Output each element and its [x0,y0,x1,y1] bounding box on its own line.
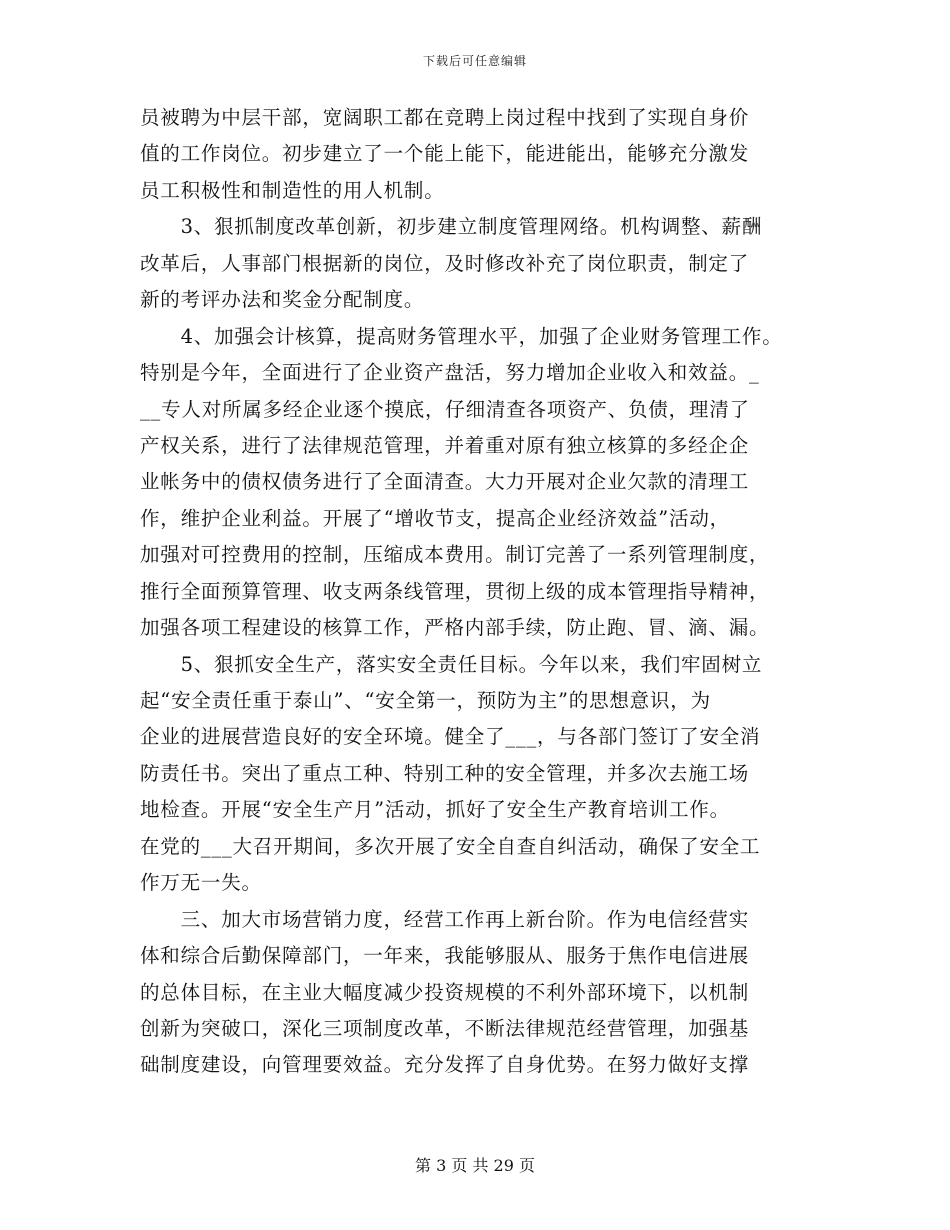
document-body [140,100,820,1084]
text-line: 创新为突破口，深化三项制度改革，不断法律规范经营管理，加强基 [140,1016,750,1040]
page-header-note: 下载后可任意编辑 [422,54,527,68]
text-line: 加强对可控费用的控制，压缩成本费用。制订完善了一系列管理制度， [140,543,770,567]
text-line: 三、加大市场营销力度，经营工作再上新台阶。作为电信经营实 [140,907,750,931]
text-line: 3、狠抓制度改革创新，初步建立制度管理网络。机构调整、薪酬 [140,215,763,239]
text-line: 值的工作岗位。初步建立了一个能上能下，能进能出，能够充分激发 [140,142,750,166]
text-line: __专人对所属多经企业逐个摸底，仔细清查各项资产、负债，理清了 [140,397,750,421]
text-line: 起“安全责任重于泰山”、“安全第一，预防为主”的思想意识，为 [140,689,711,712]
text-line: 员工积极性和制造性的用人机制。 [140,178,445,202]
text-line: 加强各项工程建设的核算工作，严格内部手续，防止跑、冒、滴、漏。 [140,616,770,640]
text-line: 改革后，人事部门根据新的岗位，及时修改补充了岗位职责，制定了 [140,251,750,275]
text-line: 4、加强会计核算，提高财务管理水平，加强了企业财务管理工作。 [140,324,783,348]
text-line: 防责任书。突出了重点工种、特别工种的安全管理，并多次去施工场 [140,761,750,785]
text-line: 作，维护企业利益。开展了“增收节支，提高企业经济效益”活动， [140,506,730,530]
text-line: 体和综合后勤保障部门，一年来，我能够服从、服务于焦作电信进展 [140,944,750,968]
text-line: 在党的___大召开期间，多次开展了安全自查自纠活动，确保了安全工 [140,834,761,858]
text-line: 新的考评办法和奖金分配制度。 [140,288,425,312]
text-line: 推行全面预算管理、收支两条线管理，贯彻上级的成本管理指导精神， [140,579,770,603]
page-number: 第 3 页 共 29 页 [415,1156,535,1175]
text-line: 5、狠抓安全生产，落实安全责任目标。今年以来，我们牢固树立 [140,652,763,676]
text-line: 础制度建设，向管理要效益。充分发挥了自身优势。在努力做好支撑 [140,1053,750,1077]
text-line: 企业的进展营造良好的安全环境。健全了___，与各部门签订了安全消 [140,725,761,749]
text-line: 地检查。开展“安全生产月”活动，抓好了安全生产教育培训工作。 [140,798,730,822]
text-line: 业帐务中的债权债务进行了全面清查。大力开展对企业欠款的清理工 [140,470,750,494]
text-line: 员被聘为中层干部，宽阔职工都在竞聘上岗过程中找到了实现自身价 [140,106,750,129]
text-line: 特别是今年，全面进行了企业资产盘活，努力增加企业收入和效益。_ [140,361,760,385]
text-line: 的总体目标，在主业大幅度减少投资规模的不利外部环境下，以机制 [140,980,750,1004]
text-line: 产权关系，进行了法律规范管理，并着重对原有独立核算的多经企企 [140,433,750,457]
text-line: 作万无一失。 [140,871,262,895]
